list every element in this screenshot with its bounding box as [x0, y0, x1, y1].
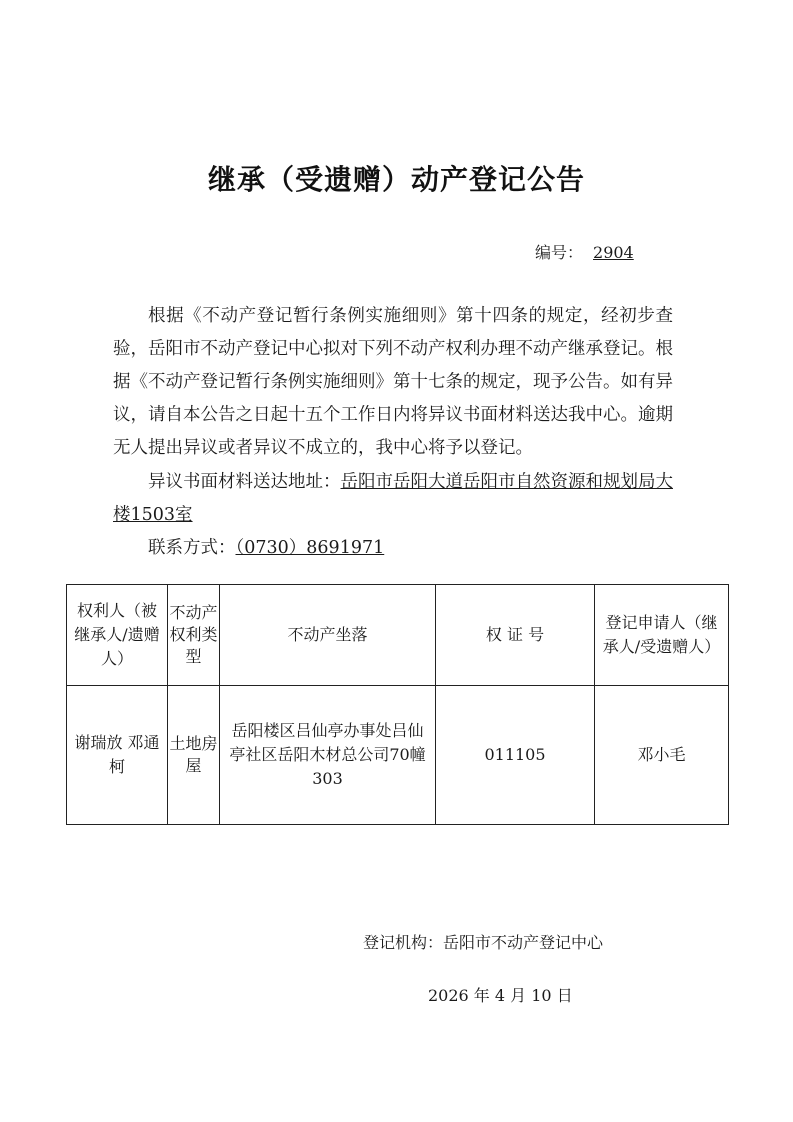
document-number — [535, 240, 634, 263]
document-number-label: 编号： — [535, 243, 584, 262]
registration-table — [66, 584, 729, 825]
contact-info — [113, 532, 673, 565]
table-row — [67, 686, 729, 825]
cell-location: 岳阳楼区吕仙亭办事处吕仙亭社区岳阳木材总公司70幢303 — [220, 686, 436, 825]
document-number-value: 2904 — [593, 243, 634, 262]
cell-obligee: 谢瑞放 邓通柯 — [67, 686, 168, 825]
contact-value: （0730）8691971 — [235, 538, 385, 558]
header-certificate-no: 权 证 号 — [436, 585, 595, 686]
table-header-row — [67, 585, 729, 686]
authority-label: 登记机构： — [363, 933, 444, 952]
header-location: 不动产坐落 — [220, 585, 436, 686]
cell-right-type: 土地房屋 — [168, 686, 220, 825]
objection-address-label: 异议书面材料送达地址： — [148, 472, 341, 492]
page-title: 继承（受遗赠）动产登记公告 — [207, 163, 585, 196]
contact-label: 联系方式： — [148, 538, 236, 558]
registration-authority — [363, 930, 603, 953]
cell-applicant: 邓小毛 — [595, 686, 729, 825]
authority-value: 岳阳市不动产登记中心 — [443, 933, 604, 952]
notice-paragraph: 根据《不动产登记暂行条例实施细则》第十四条的规定，经初步查验，岳阳市不动产登记中心拟对下列不动产权利办理不动产继承登记。根据《不动产登记暂行条例实施细则》第十七条的规定，现予公告。如有异议，请自本公告之日起十五个工作日内将异议书面材料送达我中心。逾期无人提出异议或者异议不成立的，我中心将予以登记。 — [113, 306, 673, 458]
header-right-type: 不动产权利类型 — [168, 585, 220, 686]
objection-address-value: 岳阳市岳阳大道岳阳市自然资源和规划局大楼1503室 — [113, 472, 673, 525]
objection-address — [113, 466, 673, 532]
header-applicant: 登记申请人（继承人/受遗赠人） — [595, 585, 729, 686]
header-obligee: 权利人（被继承人/遗赠人） — [67, 585, 168, 686]
cell-certificate-no: 011105 — [436, 686, 595, 825]
notice-date: 2026 年 4 月 10 日 — [428, 986, 573, 1005]
